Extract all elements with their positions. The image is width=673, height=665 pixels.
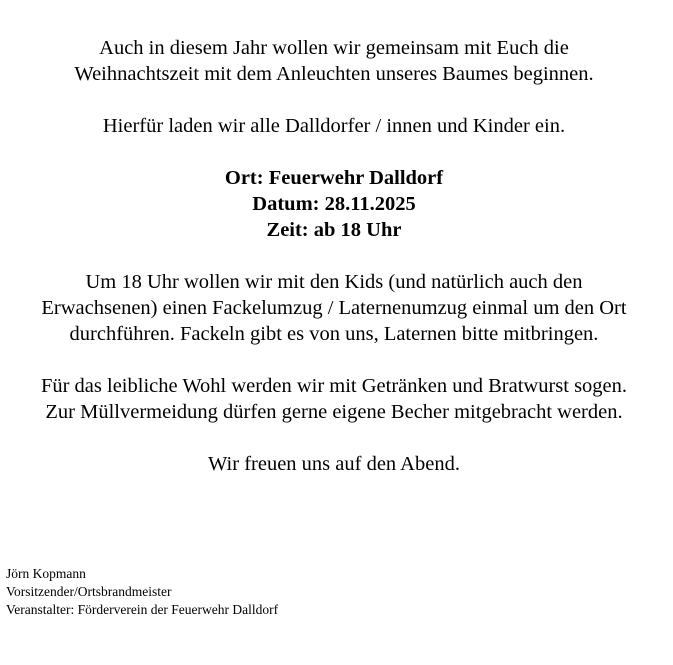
invite-paragraph — [0, 113, 668, 139]
procession-paragraph — [0, 269, 668, 347]
event-date: Datum: 28.11.2025 — [252, 193, 416, 215]
procession-line: Erwachsenen) einen Fackelumzug / Laternenumzug einmal um den Ort — [41, 297, 627, 319]
intro-line: Weihnachtszeit mit dem Anleuchten unseres Baumes beginnen. — [74, 63, 594, 85]
signature-name: Jörn Kopmann — [6, 566, 86, 581]
closing-line: Wir freuen uns auf den Abend. — [208, 453, 460, 475]
invitation-body — [0, 35, 668, 503]
signature-role: Vorsitzender/Ortsbrandmeister — [6, 584, 172, 599]
signature-organizer: Veranstalter: Förderverein der Feuerwehr Dalldorf — [6, 602, 279, 617]
catering-line: Für das leibliche Wohl werden wir mit Getränken und Bratwurst sogen. — [40, 375, 628, 397]
procession-line: durchführen. Fackeln gibt es von uns, Laternen bitte mitbringen. — [69, 323, 599, 345]
closing-paragraph — [0, 451, 668, 477]
intro-line: Auch in diesem Jahr wollen wir gemeinsam mit Euch die — [99, 37, 569, 59]
invite-line: Hierfür laden wir alle Dalldorfer / innen und Kinder ein. — [102, 115, 566, 137]
signature-block — [6, 565, 278, 619]
catering-line: Zur Müllvermeidung dürfen gerne eigene Becher mitgebracht werden. — [45, 401, 623, 423]
event-location: Ort: Feuerwehr Dalldorf — [224, 167, 444, 189]
event-details — [0, 165, 668, 243]
procession-line: Um 18 Uhr wollen wir mit den Kids (und natürlich auch den — [85, 271, 583, 293]
catering-paragraph — [0, 373, 668, 425]
intro-paragraph — [0, 35, 668, 87]
event-time: Zeit: ab 18 Uhr — [266, 219, 402, 241]
